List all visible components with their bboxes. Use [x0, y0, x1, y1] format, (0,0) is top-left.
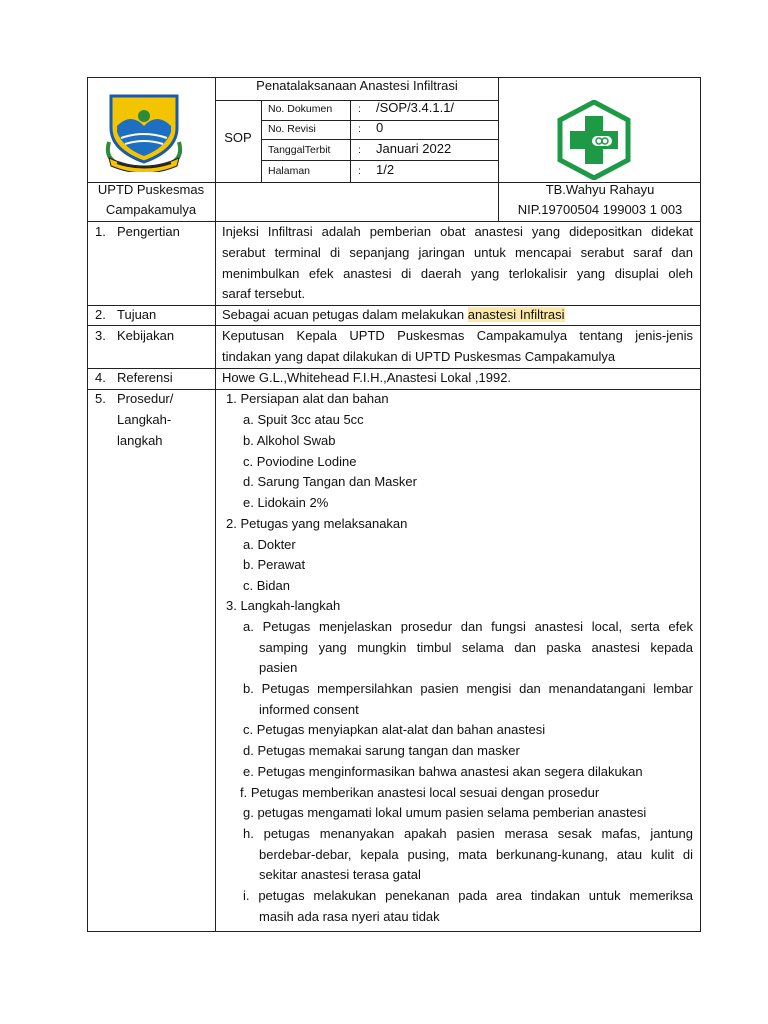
- section-label-prosedur-1: Prosedur/: [117, 391, 174, 406]
- step-f: f. Petugas memberikan anastesi local sesuai dengan prosedur: [240, 785, 600, 800]
- step-i-line-2: masih ada rasa nyeri atau tidak: [259, 909, 440, 924]
- column-divider-right: [498, 77, 499, 222]
- procedure-item: b. Perawat: [243, 557, 306, 572]
- meta-colon-4: :: [358, 165, 361, 177]
- puskesmas-logo: [556, 100, 632, 180]
- procedure-item: e. Lidokain 2%: [243, 495, 329, 510]
- section-number-4: 4.: [95, 370, 106, 385]
- head-nip: NIP.19700504 199003 1 003: [517, 202, 683, 217]
- step-e: e. Petugas menginformasikan bahwa anastesi akan segera dilakukan: [243, 764, 643, 779]
- procedure-heading-2: 2. Petugas yang melaksanakan: [226, 516, 408, 531]
- step-c: c. Petugas menyiapkan alat-alat dan bahan anastesi: [243, 722, 546, 737]
- procedure-item: b. Alkohol Swab: [243, 433, 336, 448]
- kebijakan-line-2: tindakan yang dapat dilakukan di UPTD Puskesmas Campakamulya: [222, 349, 616, 364]
- row-line-referensi: [87, 389, 701, 390]
- meta-colon-3: :: [358, 144, 361, 156]
- head-name: TB.Wahyu Rahayu: [545, 182, 655, 197]
- meta-label-divider: [350, 100, 351, 182]
- meta-value-tanggal-terbit: Januari 2022: [376, 141, 452, 156]
- step-d: d. Petugas memakai sarung tangan dan masker: [243, 743, 520, 758]
- step-i-line-1: i. petugas melakukan penekanan pada area tindakan untuk memeriksa: [243, 888, 693, 903]
- referensi-text: Howe G.L.,Whitehead F.I.H.,Anastesi Lokal ,1992.: [222, 370, 512, 385]
- section-number-2: 2.: [95, 307, 106, 322]
- meta-colon-1: :: [358, 103, 361, 115]
- meta-value-no-dokumen: /SOP/3.4.1.1/: [376, 100, 455, 115]
- row-line-kebijakan: [87, 368, 701, 369]
- header-title-underline: [215, 100, 499, 101]
- pengertian-line-3: menimbulkan efek anastesi di daerah yang terlokalisir yang disuplai oleh: [222, 266, 693, 281]
- procedure-heading-1: 1. Persiapan alat dan bahan: [226, 391, 389, 406]
- section-label-tujuan: Tujuan: [117, 307, 157, 322]
- signature-row-line: [87, 221, 701, 222]
- section-label-referensi: Referensi: [117, 370, 173, 385]
- pengertian-line-2: serabut terminal di sepanjang jaringan untuk mencapai serabut saraf dan: [222, 245, 693, 260]
- procedure-heading-3: 3. Langkah-langkah: [226, 598, 341, 613]
- meta-label-halaman: Halaman: [268, 165, 311, 177]
- meta-label-no-revisi: No. Revisi: [268, 123, 316, 135]
- step-a-line-1: a. Petugas menjelaskan prosedur dan fungsi anastesi local, serta efek: [243, 619, 693, 634]
- step-b-line-1: b. Petugas mempersilahkan pasien mengisi dan menandatangani lembar: [243, 681, 693, 696]
- step-a-line-3: pasien: [259, 660, 298, 675]
- sop-label: SOP: [224, 130, 252, 145]
- pengertian-line-4: saraf tersebut.: [222, 286, 306, 301]
- step-a-line-2: samping yang mungkin timbul selama dan paska anastesi kepada: [259, 640, 693, 655]
- procedure-item: c. Poviodine Lodine: [243, 454, 357, 469]
- tujuan-highlighted-term: anastesi Infiltrasi: [467, 307, 565, 322]
- meta-value-halaman: 1/2: [376, 162, 395, 177]
- section-label-prosedur-3: langkah: [117, 433, 163, 448]
- tujuan-text: [222, 307, 565, 323]
- table-border-left: [87, 77, 88, 932]
- meta-label-tanggal-terbit: TanggalTerbit: [268, 144, 331, 156]
- procedure-item: d. Sarung Tangan dan Masker: [243, 474, 417, 489]
- meta-row-line-3: [261, 160, 499, 161]
- procedure-item: c. Bidan: [243, 578, 290, 593]
- pengertian-line-1: Injeksi Infiltrasi adalah pemberian obat anastesi yang didepositkan didekat: [222, 224, 693, 239]
- procedure-item: a. Spuit 3cc atau 5cc: [243, 412, 364, 427]
- section-number-5: 5.: [95, 391, 106, 406]
- step-h-line-3: sekitar anastesi terasa gatal: [259, 867, 421, 882]
- meta-label-no-dokumen: No. Dokumen: [268, 103, 333, 115]
- section-number-3: 3.: [95, 328, 106, 343]
- meta-value-no-revisi: 0: [376, 120, 384, 135]
- step-b-line-2: informed consent: [259, 702, 359, 717]
- meta-row-line-2: [261, 139, 499, 140]
- column-divider-left: [215, 77, 216, 932]
- row-line-tujuan: [87, 325, 701, 326]
- section-label-kebijakan: Kebijakan: [117, 328, 175, 343]
- section-label-prosedur-2: Langkah-: [117, 412, 172, 427]
- meta-colon-2: :: [358, 123, 361, 135]
- institution-name-line-1: UPTD Puskesmas: [97, 182, 205, 197]
- row-line-pengertian: [87, 305, 701, 306]
- step-h-line-1: h. petugas menanyakan apakah pasien merasa sesak mafas, jantung: [243, 826, 693, 841]
- document-title: Penatalaksanaan Anastesi Infiltrasi: [256, 78, 458, 93]
- regional-emblem-logo: [105, 92, 183, 172]
- institution-name-line-2: Campakamulya: [105, 202, 197, 217]
- step-h-line-2: berdebar-debar, kepala pusing, mata berkunang-kunang, atau kulit di: [259, 847, 693, 862]
- table-border-bottom: [87, 931, 701, 932]
- tujuan-text-main: Sebagai acuan petugas dalam melakukan: [222, 307, 468, 322]
- section-number-1: 1.: [95, 224, 106, 239]
- procedure-item: a. Dokter: [243, 537, 296, 552]
- step-g: g. petugas mengamati lokal umum pasien selama pemberian anastesi: [243, 805, 647, 820]
- sop-cell-divider: [261, 100, 262, 182]
- kebijakan-line-1: Keputusan Kepala UPTD Puskesmas Campakamulya tentang jenis-jenis: [222, 328, 693, 343]
- section-label-pengertian: Pengertian: [117, 224, 180, 239]
- table-border-right: [700, 77, 701, 932]
